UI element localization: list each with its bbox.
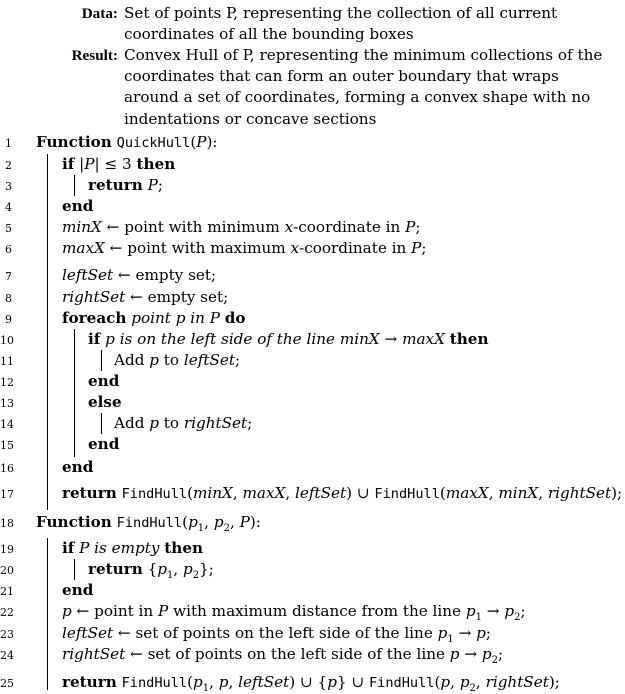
result-key: Result: [71,47,118,64]
line-number: 3 [5,180,12,193]
line-number: 5 [5,222,12,235]
indent-bar-else [101,413,102,434]
code-line [0,217,622,238]
code-text: leftSet ← empty set; [62,266,217,284]
code-text: rightSet ← empty set; [62,288,229,306]
code-text: minX ← point with minimum x-coordinate in P; [62,218,421,236]
indent-bar-if-left [101,350,102,371]
code-line [0,371,622,392]
line-number: 19 [0,543,14,556]
line-number: 17 [0,488,14,501]
code-line [0,512,622,533]
code-text: foreach point p in P do [62,309,246,327]
code-text: end [62,581,94,599]
line-number: 23 [0,628,14,641]
code-line [0,483,622,504]
indent-bar-findhull [47,538,48,690]
code-text: end [88,372,120,390]
code-line [0,580,622,601]
line-number: 25 [0,677,14,690]
code-text: return P; [88,176,163,194]
data-text: Set of points P, representing the collection of all current coordinates of all the bounding boxes [124,4,558,44]
line-number: 9 [5,313,12,326]
code-text: rightSet ← set of points on the left side of the line $p \to p_2$; [62,645,504,667]
line-number: 13 [0,397,14,410]
code-text: if P is empty then [62,539,204,557]
result-text: Convex Hull of P, representing the minimum collections of the coordinates that can form an outer boundary that wraps around a set of coordinates, forming a convex shape with no indentations or concave sections [124,46,603,128]
line-number: 15 [0,439,14,452]
code-line [0,623,622,644]
line-number: 14 [0,418,14,431]
line-number: 16 [0,462,14,475]
code-text: Add p to rightSet; [114,414,253,432]
code-text: return FindHull(minX, maxX, leftSet) ∪ FindHull(maxX, minX, rightSet); [62,484,623,502]
code-text: end [62,197,94,215]
code-line [0,672,622,693]
data-key: Data: [81,5,118,22]
line-number: 6 [5,243,12,256]
code-line [0,350,622,371]
line-number: 12 [0,376,14,389]
code-text: maxX ← point with maximum x-coordinate in P; [62,239,427,257]
code-text: if |P| ≤ 3 then [62,155,176,173]
indent-bar-quickhull [47,154,48,510]
code-line [0,644,622,665]
code-line [0,265,622,286]
line-number: 22 [0,606,14,619]
code-line [0,559,622,580]
line-number: 18 [0,517,14,530]
code-text: end [88,435,120,453]
code-text: end [62,458,94,476]
code-line [0,413,622,434]
line-number: 20 [0,564,14,577]
code-text: else [88,393,122,411]
code-line [0,329,622,350]
code-line [0,154,622,175]
line-number: 24 [0,649,14,662]
indent-bar-if-size [74,175,75,196]
code-line [0,308,622,329]
code-line [0,175,622,196]
code-text: p ← point in P with maximum distance from the line $p_1 \to p_2$; [62,602,526,624]
code-text: leftSet ← set of points on the left side of the line $p_1 \to p$; [62,624,491,646]
line-number: 1 [5,137,12,150]
code-line [0,457,622,478]
line-number: 21 [0,585,14,598]
code-line [0,434,622,455]
code-text: Function QuickHull(P): [36,133,218,151]
code-text: Add p to leftSet; [114,351,241,369]
indent-bar-foreach [74,329,75,457]
code-line [0,132,622,153]
line-number: 8 [5,292,12,305]
code-text: if p is on the left side of the line minX → maxX then [88,330,489,348]
line-number: 11 [0,355,14,368]
indent-bar-if-empty [74,559,75,580]
code-text: return {$p_1$, $p_2$}; [88,560,214,582]
line-number: 10 [0,334,14,347]
code-line [0,538,622,559]
line-number: 2 [5,159,12,172]
code-line [0,287,622,308]
code-text: Function $FindHull(p_1$, $p_2$, P): [36,513,261,535]
line-number: 4 [5,201,12,214]
line-number: 7 [5,270,12,283]
code-line [0,601,622,622]
code-line [0,238,622,259]
code-line [0,196,622,217]
code-line [0,392,622,413]
code-text: return $FindHull(p_1$, p, leftSet) ∪ {p} ∪ FindHull(p, $p_2$, rightSet); [62,673,560,694]
